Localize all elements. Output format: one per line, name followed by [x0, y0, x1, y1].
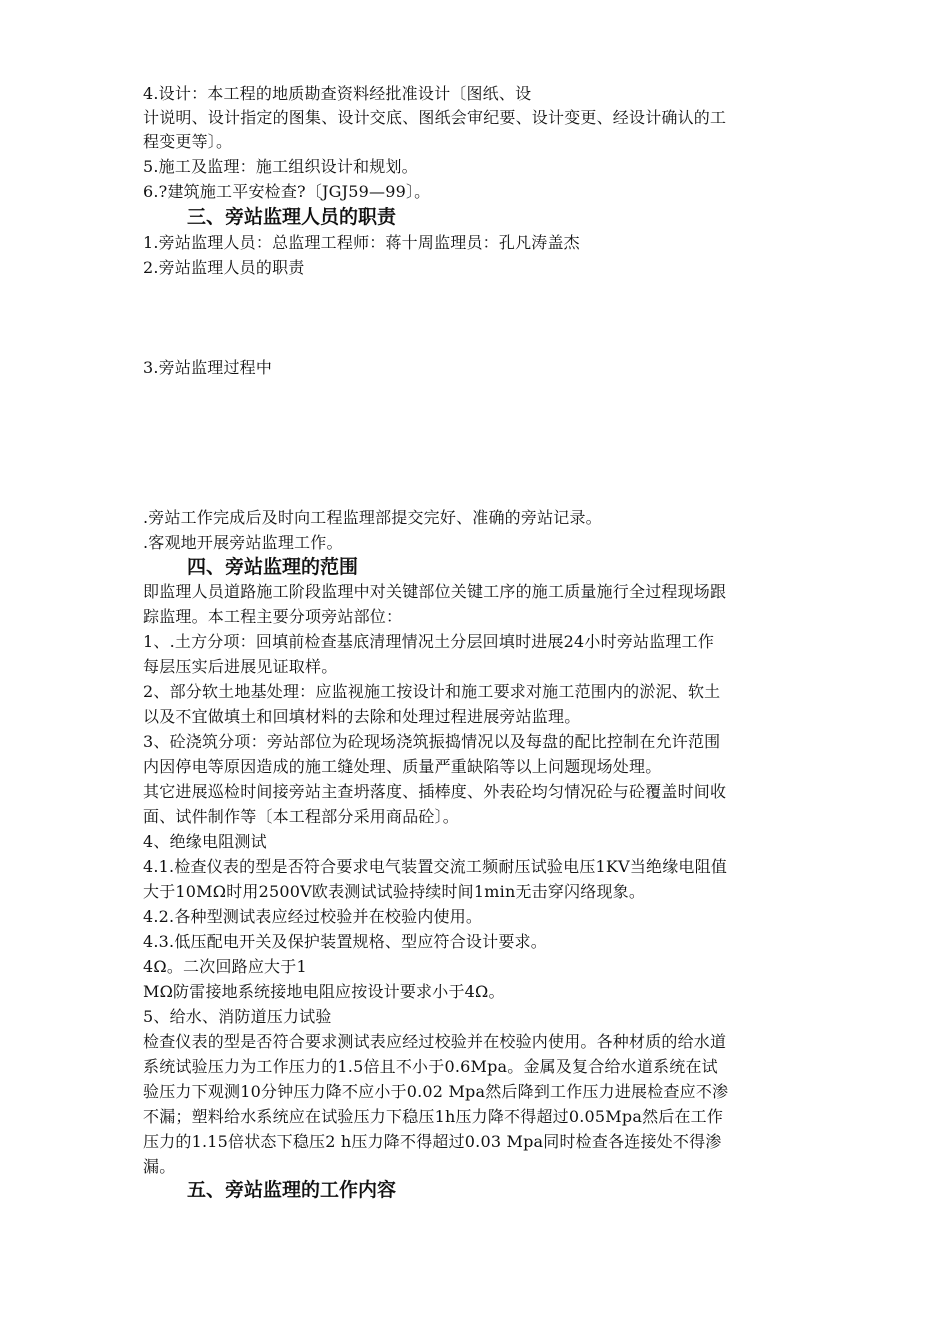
text-line: 5.施工及监理：施工组织设计和规划。 [143, 157, 418, 176]
section-heading-3: 三、旁站监理人员的职责 [187, 206, 397, 228]
text-line: 4、绝缘电阻测试 [143, 832, 267, 851]
text-line: 4.设计：本工程的地质勘查资料经批准设计〔图纸、设 [143, 84, 532, 103]
text-line: 不漏；塑料给水系统应在试验压力下稳压1h压力降不得超过0.05Mpa然后在工作 [143, 1107, 724, 1126]
text-line: 以及不宜做填土和回填材料的去除和处理过程进展旁站监理。 [143, 707, 581, 726]
text-line: 1.旁站监理人员：总监理工程师：蒋十周监理员：孔凡涛盖杰 [143, 233, 580, 252]
text-line: 5、给水、消防道压力试验 [143, 1007, 332, 1026]
text-line: MΩ防雷接地系统接地电阻应按设计要求小于4Ω。 [143, 982, 505, 1001]
text-line: 面、试件制作等〔本工程部分采用商品砼〕。 [143, 807, 460, 826]
text-line: 系统试验压力为工作压力的1.5倍且不小于0.6Mpa。金属及复合给水道系统在试 [143, 1057, 718, 1076]
text-line: 计说明、设计指定的图集、设计交底、图纸会审纪要、设计变更、经设计确认的工 [143, 108, 727, 127]
text-line: 2、部分软土地基处理：应监视施工按设计和施工要求对施工范围内的淤泥、软土 [143, 682, 721, 701]
text-line: 3、砼浇筑分项：旁站部位为砼现场浇筑振捣情况以及每盘的配比控制在允许范围 [143, 732, 721, 751]
text-line: 漏。 [143, 1157, 176, 1176]
text-line: 即监理人员道路施工阶段监理中对关键部位关键工序的施工质量施行全过程现场跟 [143, 582, 727, 601]
text-line: .旁站工作完成后及时向工程监理部提交完好、准确的旁站记录。 [143, 508, 602, 527]
text-line: 4.2.各种型测试表应经过校验并在校验内使用。 [143, 907, 483, 926]
text-line: 2.旁站监理人员的职责 [143, 258, 305, 277]
text-line: 压力的1.15倍状态下稳压2 h压力降不得超过0.03 Mpa同时检查各连接处不得渗 [143, 1132, 722, 1151]
text-line: 其它进展巡检时间接旁站主查坍落度、插棒度、外表砼均匀情况砼与砼覆盖时间收 [143, 782, 727, 801]
text-line: 大于10MΩ时用2500V欧表测试试验持续时间1min无击穿闪络现象。 [143, 882, 646, 901]
text-line: 验压力下观测10分钟压力降不应小于0.02 Mpa然后降到工作压力进展检查应不渗 [143, 1082, 729, 1101]
text-line: .客观地开展旁站监理工作。 [143, 533, 343, 552]
section-heading-5: 五、旁站监理的工作内容 [187, 1179, 397, 1201]
text-line: 每层压实后进展见证取样。 [143, 657, 338, 676]
text-line: 4.3.低压配电开关及保护装置规格、型应符合设计要求。 [143, 932, 547, 951]
text-line: 3.旁站监理过程中 [143, 358, 273, 377]
text-line: 4Ω。二次回路应大于1 [143, 957, 307, 976]
text-line: 4.1.检查仪表的型是否符合要求电气装置交流工频耐压试验电压1KV当绝缘电阻值 [143, 857, 728, 876]
text-line: 6.?建筑施工平安检查?〔JGJ59—99〕。 [143, 182, 431, 201]
text-line: 程变更等〕。 [143, 132, 233, 151]
section-heading-4: 四、旁站监理的范围 [187, 556, 359, 578]
text-line: 内因停电等原因造成的施工缝处理、质量严重缺陷等以上问题现场处理。 [143, 757, 662, 776]
text-line: 检查仪表的型是否符合要求测试表应经过校验并在校验内使用。各种材质的给水道 [143, 1032, 727, 1051]
text-line: 踪监理。本工程主要分项旁站部位： [143, 607, 403, 626]
text-line: 1、.土方分项：回填前检查基底清理情况土分层回填时进展24小时旁站监理工作 [143, 632, 715, 651]
